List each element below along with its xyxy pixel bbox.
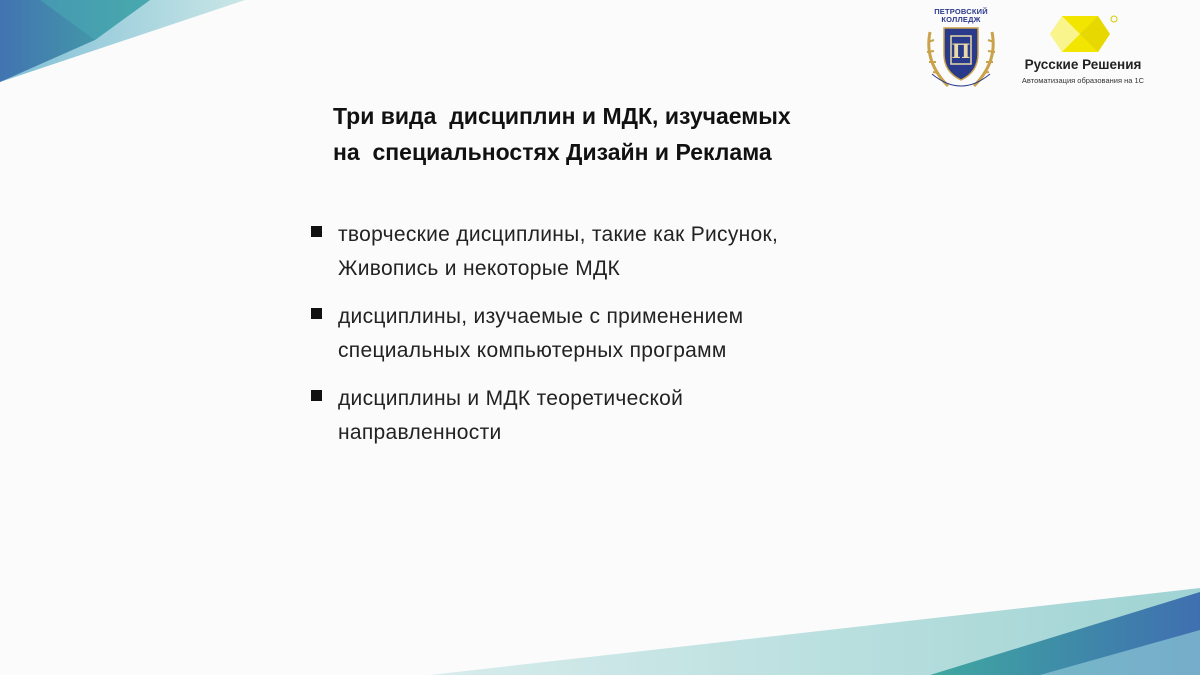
college-logo xyxy=(922,8,1000,96)
russkie-resheniya-subtitle: Автоматизация образования на 1С xyxy=(1021,76,1145,85)
square-bullet-icon xyxy=(311,390,322,401)
bullet-text-line: направленности xyxy=(338,421,502,444)
college-logo-line: КОЛЛЕДЖ xyxy=(941,15,981,24)
title-line: Три вида дисциплин и МДК, изучаемых xyxy=(333,103,791,129)
college-emblem-icon xyxy=(922,22,1000,94)
russkie-resheniya-name: Русские Решения xyxy=(1024,57,1142,72)
top-left-decoration xyxy=(0,0,320,90)
square-bullet-icon xyxy=(311,308,322,319)
bullet-list xyxy=(310,218,910,464)
bullet-item xyxy=(310,382,910,450)
bullet-item xyxy=(310,300,910,368)
title-line: на специальностях Дизайн и Реклама xyxy=(333,139,772,165)
bullet-text-line: специальных компьютерных программ xyxy=(338,339,727,362)
bullet-item xyxy=(310,218,910,286)
bullet-text-line: Живопись и некоторые МДК xyxy=(338,257,621,280)
college-logo-line: ПЕТРОВСКИЙ xyxy=(934,7,988,16)
bullet-text-line: творческие дисциплины, такие как Рисунок, xyxy=(338,223,779,246)
slide-title xyxy=(333,98,953,170)
yellow-hexagon-logo-icon xyxy=(1048,14,1118,56)
bullet-text-line: дисциплины, изучаемые с применением xyxy=(338,305,744,328)
square-bullet-icon xyxy=(311,226,322,237)
bullet-text-line: дисциплины и МДК теоретической xyxy=(338,387,684,410)
russkie-resheniya-logo xyxy=(1015,14,1155,94)
svg-text:П: П xyxy=(951,39,971,63)
